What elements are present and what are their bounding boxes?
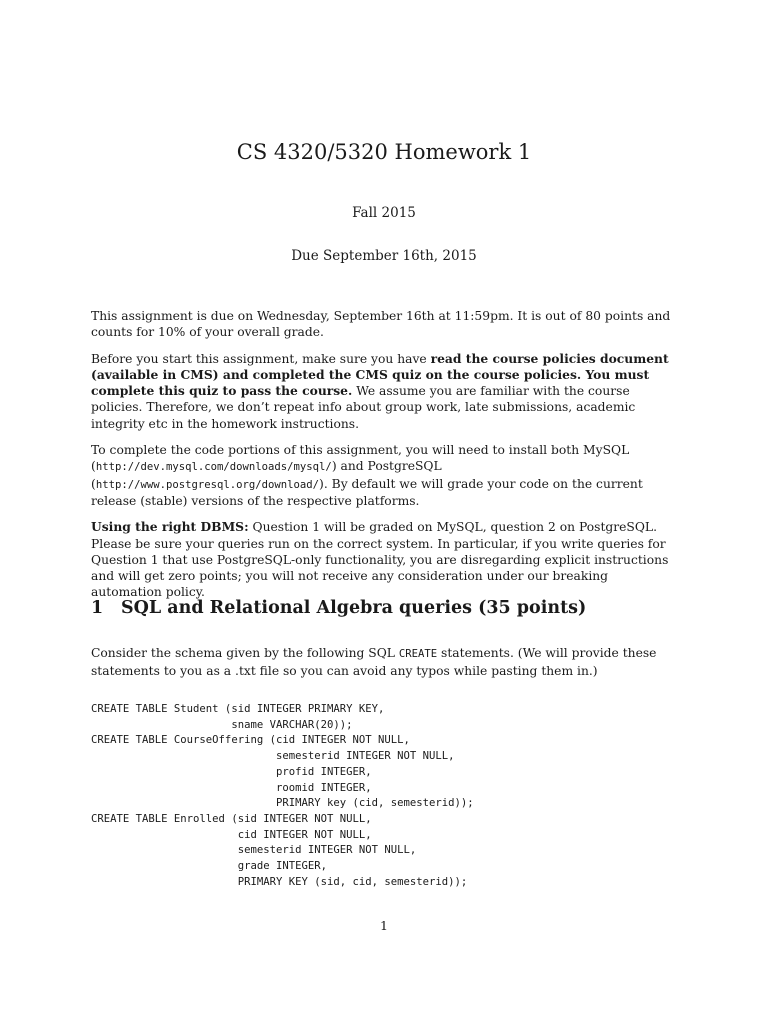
policies-emphasis: read the course policies document (available in CMS) and completed the CMS quiz on the course policies. You must complete this quiz to pass the course.	[91, 350, 669, 399]
mysql-url: http://dev.mysql.com/downloads/mysql/	[95, 461, 332, 474]
inline-code-create: CREATE	[398, 648, 438, 660]
paragraph-install: To complete the code portions of this assignment, you will need to install both MySQL (http://dev.mysql.com/downloads/mysql/) and PostgreSQL (http://www.postgresql.org/download/). By default we will grade your code on the current release (stable) versions of the respective platforms.	[91, 443, 643, 508]
section-intro: Consider the schema given by the following SQL CREATE statements. (We will provide these statements to you as a .txt file so you can avoid any typos while pasting them in.)	[91, 646, 657, 678]
page-number: 1	[380, 918, 388, 933]
section-heading	[91, 598, 586, 618]
postgresql-url: http://www.postgresql.org/download/	[95, 478, 320, 491]
paragraph-dbms: Using the right DBMS: Question 1 will be graded on MySQL, question 2 on PostgreSQL. Please be sure your queries run on the correct system. In particular, if you write queries for Question 1 that use PostgreSQL-only functionality, you are disregarding explicit instructions and will get zero points; you will not receive any consideration under our breaking automation policy.	[91, 519, 669, 600]
paragraph-due: This assignment is due on Wednesday, September 16th at 11:59pm. It is out of 80 points and counts for 10% of your overall grade.	[91, 309, 671, 340]
section-number: 1	[91, 598, 104, 618]
section-title: SQL and Relational Algebra queries (35 points)	[121, 598, 587, 618]
sql-code-block: CREATE TABLE Student (sid INTEGER PRIMARY KEY, sname VARCHAR(20)); CREATE TABLE CourseOffering (cid INTEGER NOT NULL, semesterid INTEGER NOT NULL, profid INTEGER, roomid INTEGER, PRIMARY key (cid, semesterid)); CREATE TABLE Enrolled (sid INTEGER NOT NULL, cid INTEGER NOT NULL, semesterid INTEGER NOT NULL, grade INTEGER, PRIMARY KEY (sid, cid, semesterid));	[91, 703, 474, 888]
instructions-body	[91, 308, 677, 611]
due-date: Due September 16th, 2015	[291, 248, 477, 264]
dbms-heading: Using the right DBMS:	[91, 519, 249, 535]
paragraph-policies: Before you start this assignment, make sure you have read the course policies document (available in CMS) and completed the CMS quiz on the course policies. You must complete this quiz to pass the course. We assume you are familiar with the course policies. Therefore, we don’t repeat info about group work, late submissions, academic integrity etc in the homework instructions.	[91, 350, 669, 431]
document-title: CS 4320/5320 Homework 1	[236, 140, 532, 164]
term-label: Fall 2015	[352, 205, 416, 221]
